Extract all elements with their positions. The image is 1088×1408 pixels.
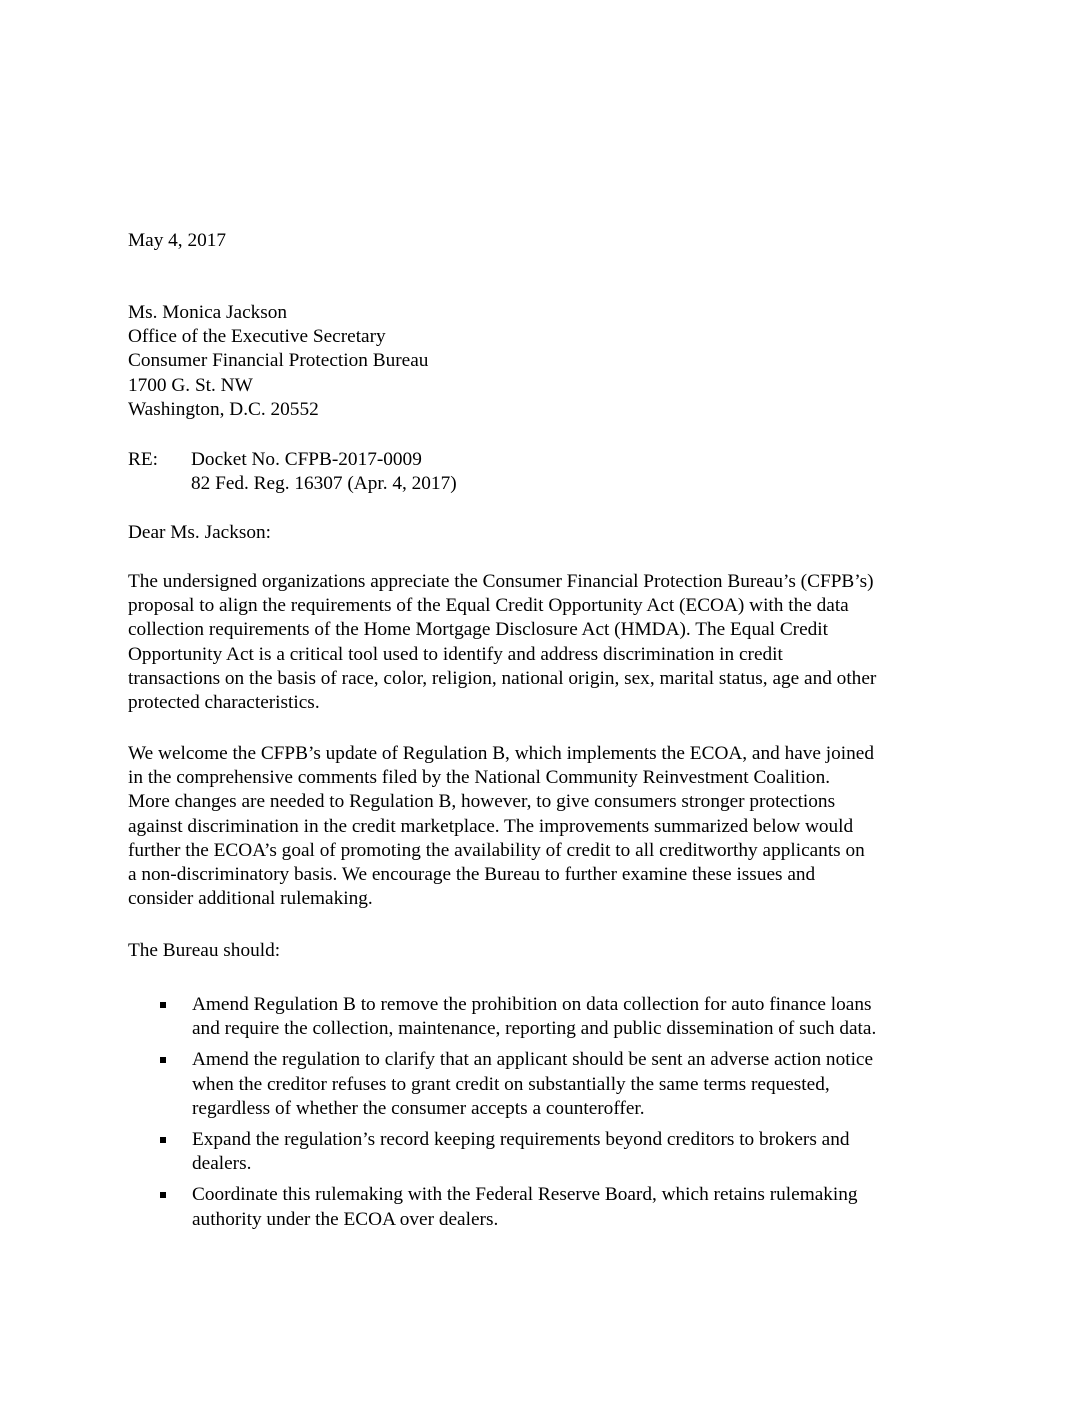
paragraph-line: We welcome the CFPB’s update of Regulation B, which implements the ECOA, and have joined [128,743,874,764]
list-item [128,993,948,1041]
recipient-city: Washington, D.C. 20552 [128,398,319,420]
list-item-line: Coordinate this rulemaking with the Federal Reserve Board, which retains rulemaking [192,1184,858,1206]
square-bullet-icon [160,1192,166,1198]
list-item-line: Amend the regulation to clarify that an applicant should be sent an adverse action notice [192,1049,874,1071]
letter-date [128,229,968,253]
paragraph-line: in the comprehensive comments filed by the National Community Reinvestment Coalition. [128,767,831,789]
square-bullet-icon [160,1002,166,1008]
list-item [128,1048,948,1121]
paragraph-line: Opportunity Act is a critical tool used to identify and address discrimination in credit [128,643,783,665]
square-bullet-icon [160,1137,166,1143]
docket-number: Docket No. CFPB-2017-0009 [191,449,422,470]
recommendations-lead-in [128,939,968,963]
salutation-text: Dear Ms. Jackson: [128,522,271,543]
list-item [128,1183,948,1231]
paragraph-line: collection requirements of the Home Mortgage Disclosure Act (HMDA). The Equal Credit [128,619,829,641]
recipient-organization: Consumer Financial Protection Bureau [128,350,429,372]
list-item [128,1128,948,1176]
paragraph-line: a non-discriminatory basis. We encourage the Bureau to further examine these issues and [128,864,816,886]
paragraph-line: consider additional rulemaking. [128,888,373,910]
recipient-street: 1700 G. St. NW [128,374,253,396]
list-item-line: dealers. [192,1153,252,1175]
paragraph-line: protected characteristics. [128,692,320,714]
list-item-line: Expand the regulation’s record keeping requirements beyond creditors to brokers and [192,1129,850,1151]
paragraph-line: More changes are needed to Regulation B, however, to give consumers stronger protections [128,791,836,813]
recipient-address [128,301,968,422]
recommendations-list [128,993,948,1239]
lead-in-text: The Bureau should: [128,940,281,961]
date-text: May 4, 2017 [128,230,227,251]
list-item-line: regardless of whether the consumer accepts a counteroffer. [192,1097,645,1119]
paragraph-regulation-b [128,742,968,911]
list-item-line: when the creditor refuses to grant credit on substantially the same terms requested, [192,1073,830,1095]
paragraph-line: against discrimination in the credit marketplace. The improvements summarized below would [128,815,854,837]
recipient-name: Ms. Monica Jackson [128,302,288,323]
square-bullet-icon [160,1057,166,1063]
paragraph-line: further the ECOA’s goal of promoting the availability of credit to all creditworthy applicants on [128,839,865,861]
re-lines [191,448,457,496]
paragraph-line: transactions on the basis of race, color, religion, national origin, sex, marital status, age and other [128,667,877,689]
paragraph-intro [128,570,968,715]
list-item-line: Amend Regulation B to remove the prohibition on data collection for auto finance loans [192,994,872,1015]
federal-register-citation: 82 Fed. Reg. 16307 (Apr. 4, 2017) [191,473,457,495]
recipient-office: Office of the Executive Secretary [128,326,386,348]
paragraph-line: The undersigned organizations appreciate the Consumer Financial Protection Bureau’s (CFPB’s) [128,571,874,592]
salutation [128,521,968,545]
re-label: RE: [128,449,158,470]
paragraph-line: proposal to align the requirements of the Equal Credit Opportunity Act (ECOA) with the data [128,595,849,617]
list-item-line: and require the collection, maintenance, reporting and public dissemination of such data. [192,1018,877,1040]
list-item-line: authority under the ECOA over dealers. [192,1208,499,1230]
